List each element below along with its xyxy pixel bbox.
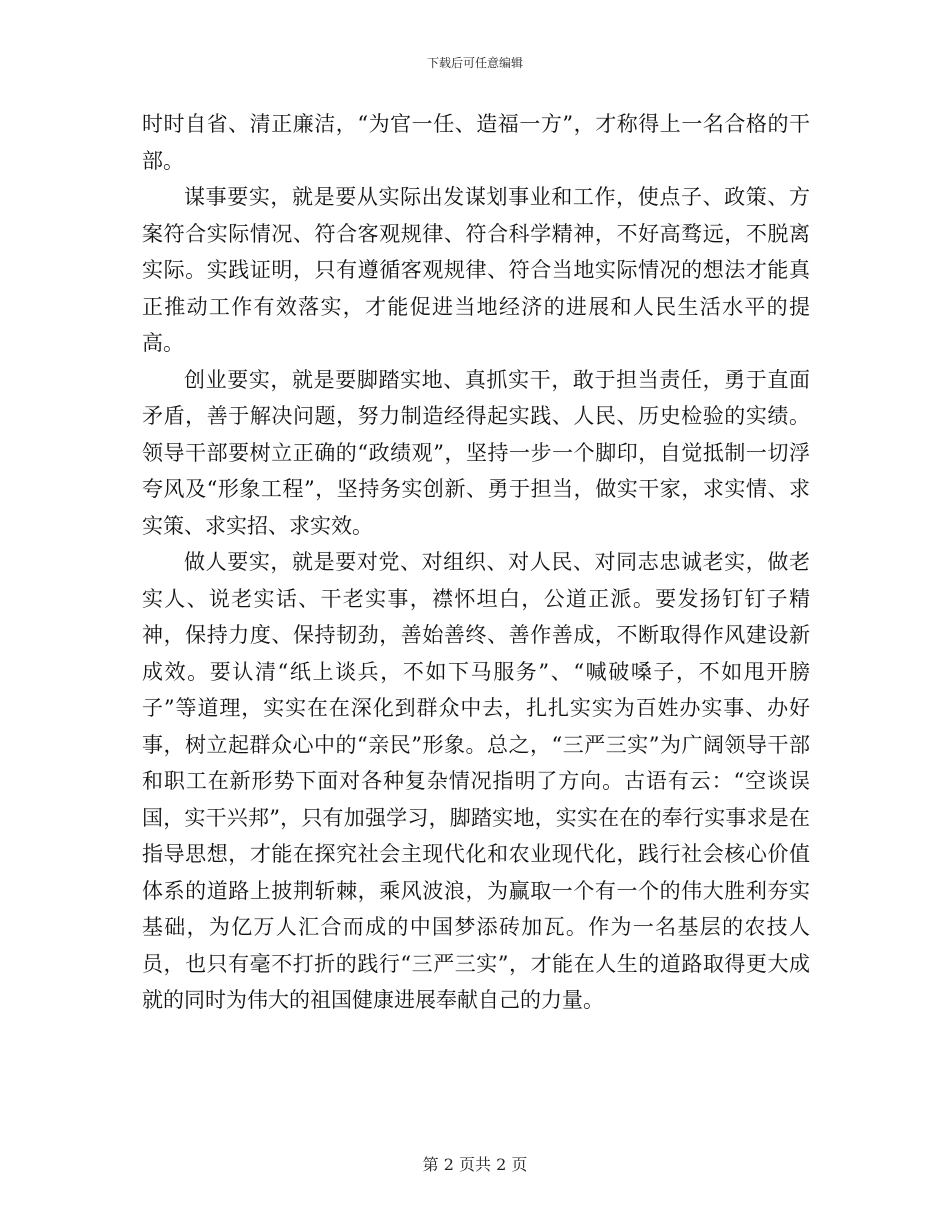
paragraph-zuo-ren: 做人要实，就是要对党、对组织、对人民、对同志忠诚老实，做老实人、说老实话、干老实事，襟怀坦白，公道正派。要发扬钉钉子精神，保持力度、保持韧劲，善始善终、善作善成，不断取得作风建设新成效。要认清“纸上谈兵，不如下马服务”、“喊破嗓子，不如甩开膀子”等道理，实实在在深化到群众中去，扎扎实实为百姓办实事、办好事，树立起群众心中的“亲民”形象。总之，“三严三实”为广阔领导干部和职工在新形势下面对各种复杂情况指明了方向。古语有云：“空谈误国，实干兴邦”，只有加强学习，脚踏实地，实实在在的奉行实事求是在指导思想，才能在探究社会主现代化和农业现代化，践行社会核心价值体系的道路上披荆斩棘，乘风波浪，为赢取一个有一个的伟大胜利夯实基础，为亿万人汇合而成的中国梦添砖加瓦。作为一名基层的农技人员，也只有毫不打折的践行“三严三实”，才能在人生的道路取得更大成就的同时为伟大的祖国健康进展奉献自己的力量。 [142, 550, 810, 1012]
page-footer: 第 2 页共 2 页 [422, 1155, 528, 1174]
paragraph-mou-shi: 谋事要实，就是要从实际出发谋划事业和工作，使点子、政策、方案符合实际情况、符合客观规律、符合科学精神，不好高骛远，不脱离实际。实践证明，只有遵循客观规律、符合当地实际情况的想法才能真正推动工作有效落实，才能促进当地经济的进展和人民生活水平的提高。 [142, 185, 810, 355]
paragraph-continuation: 时时自省、清正廉洁，“为官一任、造福一方”，才称得上一名合格的干部。 [142, 112, 810, 173]
page-header: 下载后可任意编辑 [426, 56, 523, 70]
paragraph-chuang-ye: 创业要实，就是要脚踏实地、真抓实干，敢于担当责任，勇于直面矛盾，善于解决问题，努力制造经得起实践、人民、历史检验的实绩。领导干部要树立正确的“政绩观”，坚持一步一个脚印，自觉抵制一切浮夸风及“形象工程”，坚持务实创新、勇于担当，做实干家，求实情、求实策、求实招、求实效。 [142, 367, 810, 538]
document-body [142, 106, 810, 1019]
